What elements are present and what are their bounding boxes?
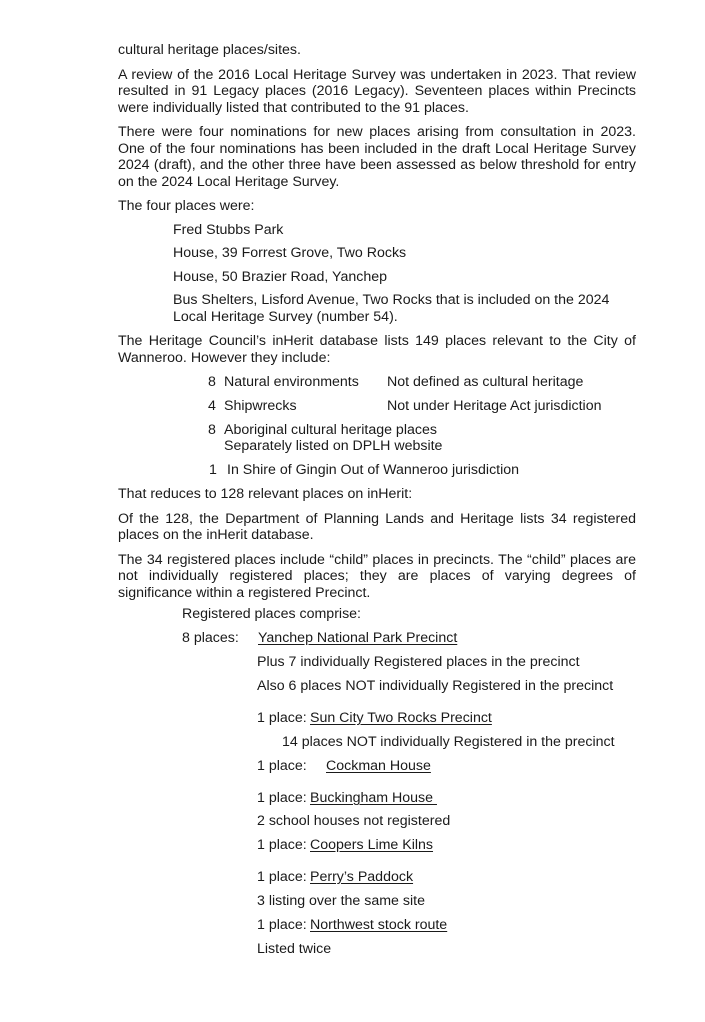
para-child: The 34 registered places include “child” places in precincts. The “child” places are not individually registered places; they are places of varying degrees of significance within a registered Precinct. bbox=[118, 551, 636, 601]
list-item: Fred Stubbs Park bbox=[173, 221, 284, 238]
para-inherit: The Heritage Council’s inHerit database lists 149 places relevant to the City of Wanneroo. However they include: bbox=[118, 333, 636, 366]
exclusion-note: Not under Heritage Act jurisdiction bbox=[387, 398, 602, 414]
exclusion-count: 8 bbox=[208, 374, 216, 390]
list-item: House, 50 Brazier Road, Yanchep bbox=[173, 268, 387, 285]
exclusion-count: 4 bbox=[208, 398, 216, 414]
exclusion-count: 8 bbox=[208, 422, 216, 438]
place-prefix: 1 place: bbox=[257, 710, 307, 726]
exclusion-label: Aboriginal cultural heritage places bbox=[224, 422, 437, 438]
yanchep-count: 8 places: bbox=[182, 630, 239, 646]
yanchep-note: Plus 7 individually Registered places in the precinct bbox=[257, 654, 580, 670]
place-prefix: 1 place: bbox=[257, 917, 307, 933]
para-dplh: Of the 128, the Department of Planning Lands and Heritage lists 34 registered places on the inHerit database. bbox=[118, 510, 636, 543]
para-nominations: There were four nominations for new places arising from consultation in 2023. One of the four nominations has been included in the draft Local Heritage Survey 2024 (draft), and the other three have been assessed as below threshold for entry on the 2024 Local Heritage Survey. bbox=[118, 124, 636, 190]
place-prefix: 1 place: bbox=[257, 837, 307, 853]
intro-tail: cultural heritage places/sites. bbox=[118, 42, 301, 58]
place-prefix: 1 place: bbox=[257, 790, 307, 806]
suncity-link[interactable]: Sun City Two Rocks Precinct bbox=[310, 710, 492, 726]
summary-section bbox=[118, 486, 636, 601]
northwest-note: Listed twice bbox=[257, 941, 332, 957]
buckingham-note: 2 school houses not registered bbox=[257, 813, 451, 829]
list-item: Bus Shelters, Lisford Avenue, Two Rocks that is included on the 2024 Local Heritage Survey (number 54). bbox=[173, 292, 610, 325]
place-prefix: 1 place: bbox=[257, 869, 307, 885]
exclusion-note: Not defined as cultural heritage bbox=[387, 374, 584, 390]
exclusion-label: In Shire of Gingin Out of Wanneroo jurisdiction bbox=[227, 462, 520, 478]
suncity-note: 14 places NOT individually Registered in the precinct bbox=[282, 734, 615, 750]
coopers-link[interactable]: Coopers Lime Kilns bbox=[310, 837, 434, 853]
perrys-note: 3 listing over the same site bbox=[257, 893, 425, 909]
registered-heading: Registered places comprise: bbox=[182, 606, 361, 622]
exclusion-count: 1 bbox=[209, 462, 217, 478]
perrys-link[interactable]: Perry’s Paddock bbox=[310, 869, 414, 885]
northwest-link[interactable]: Northwest stock route bbox=[310, 917, 448, 933]
place-prefix: 1 place: bbox=[257, 758, 307, 774]
yanchep-link[interactable]: Yanchep National Park Precinct bbox=[258, 630, 458, 646]
exclusion-note: Separately listed on DPLH website bbox=[224, 438, 443, 454]
para-review: A review of the 2016 Local Heritage Survey was undertaken in 2023. That review resulted in 91 Legacy places (2016 Legacy). Seventeen places within Precincts were individually listed that contributed to the 91 places. bbox=[118, 66, 636, 116]
four-places-intro: The four places were: bbox=[118, 198, 255, 214]
four-places-list bbox=[118, 222, 636, 326]
buckingham-link[interactable]: Buckingham House bbox=[310, 790, 437, 806]
list-item: House, 39 Forrest Grove, Two Rocks bbox=[173, 245, 407, 261]
document-page bbox=[118, 42, 636, 366]
para-reduces: That reduces to 128 relevant places on inHerit: bbox=[118, 486, 413, 502]
exclusion-label: Natural environments bbox=[224, 374, 359, 390]
exclusion-label: Shipwrecks bbox=[224, 398, 297, 414]
cockman-link[interactable]: Cockman House bbox=[326, 758, 431, 774]
yanchep-note: Also 6 places NOT individually Registered in the precinct bbox=[257, 678, 614, 694]
